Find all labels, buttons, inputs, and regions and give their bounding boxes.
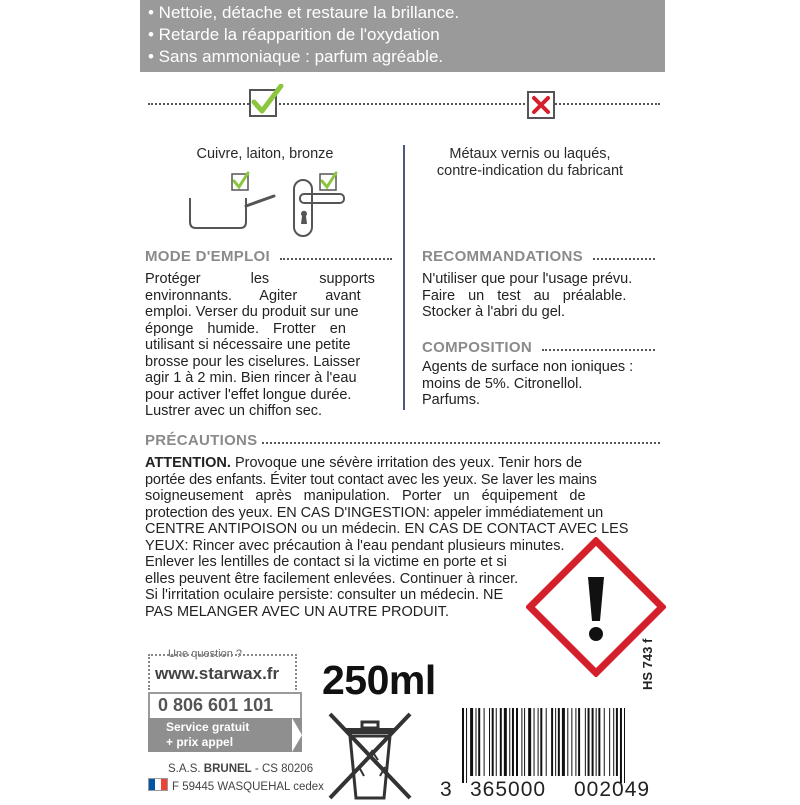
top-banner	[140, 0, 665, 72]
barcode-bar	[551, 708, 553, 776]
precautions-line-5: YEUX: Rincer avec précaution à l'eau pendant plusieurs minutes.	[145, 537, 565, 554]
banner-line-3: • Sans ammoniaque : parfum agréable.	[148, 47, 444, 66]
service-line-2: + prix appel	[166, 735, 234, 749]
mode-emploi-line-5: utilisant si nécessaire une petite	[145, 337, 351, 353]
unsuitable-line-2: contre-indication du fabricant	[436, 163, 624, 179]
barcode-bar	[504, 708, 507, 776]
precautions-line-9: PAS MELANGER AVEC UN AUTRE PRODUIT.	[145, 603, 450, 620]
company-address	[148, 778, 324, 793]
service-arrow	[292, 718, 302, 752]
barcode-bar	[558, 708, 560, 776]
precautions-title: PRÉCAUTIONS	[145, 432, 258, 449]
precautions-line-0	[145, 455, 662, 472]
barcode-bar	[489, 708, 490, 776]
barcode-bar	[592, 708, 594, 776]
barcode-bar	[588, 708, 590, 776]
barcode-bar	[500, 708, 502, 776]
service-box	[148, 718, 302, 752]
barcode-bar	[528, 708, 531, 776]
unsuitable-materials	[410, 146, 650, 180]
precautions-line-7: elles peuvent être facilement enlevées. Continuer à rincer.	[145, 570, 519, 587]
barcode-group-1: 365000	[470, 778, 547, 801]
mode-emploi-line-8: pour activer l'effet longue durée.	[145, 386, 352, 403]
barcode-bar	[562, 708, 565, 776]
barcode-bar	[516, 708, 518, 776]
barcode-bar	[534, 708, 535, 776]
phone-number[interactable]: 0 806 601 101	[158, 695, 274, 715]
composition-title: COMPOSITION	[422, 339, 532, 356]
barcode-bar	[575, 708, 576, 776]
door-handle-icon	[290, 170, 346, 245]
recommandations-line-1: N'utiliser que pour l'usage prévu.	[422, 271, 633, 287]
composition-line-2: moins de 5%. Citronellol.	[422, 375, 583, 392]
website-link[interactable]: www.starwax.fr	[155, 664, 280, 683]
mode-emploi-line-7: agir 1 à 2 min. Bien rincer à l'eau	[145, 370, 357, 386]
saucepan-icon	[186, 170, 278, 237]
mode-emploi-line-3: emploi. Verser du produit sur une	[145, 304, 359, 320]
recommandations-text	[422, 271, 657, 321]
precautions-line-4: CENTRE ANTIPOISON ou un médecin. EN CAS DE CONTACT AVEC LES	[145, 521, 629, 537]
banner-line-1: • Nettoie, détache et restaure la brillance.	[148, 3, 460, 22]
mode-emploi-title: MODE D'EMPLOI	[145, 248, 270, 265]
precautions-line-6: Enlever les lentilles de contact si la victime en porte et si	[145, 554, 507, 570]
barcode-bar	[578, 708, 580, 776]
mode-emploi-line-1: Protéger les supports	[145, 271, 375, 287]
barcode	[458, 708, 680, 783]
barcode-first-digit: 3	[440, 778, 452, 801]
composition-line-1: Agents de surface non ioniques :	[422, 359, 634, 375]
cross-icon	[526, 90, 556, 125]
barcode-bar	[598, 708, 600, 776]
barcode-bar	[540, 708, 542, 776]
volume-label: 250ml	[322, 657, 436, 703]
recommandations-line-2: Faire un test au préalable.	[422, 287, 627, 304]
barcode-bar	[466, 708, 467, 783]
mode-emploi-line-9: Lustrer avec un chiffon sec.	[145, 403, 323, 419]
recommandations-line-3: Stocker à l'abri du gel.	[422, 304, 566, 320]
address-text: F 59445 WASQUEHAL cedex	[172, 781, 324, 793]
precautions-line-2: soigneusement après manipulation. Porter un équipement de	[145, 488, 586, 504]
flag-icon	[148, 778, 168, 791]
mode-emploi-line-2: environnants. Agiter avant	[145, 287, 361, 304]
suitable-materials: Cuivre, laiton, bronze	[196, 146, 334, 162]
precautions-line-3: protection des yeux. EN CAS D'INGESTION: appeler immédiatement un	[145, 504, 604, 521]
company-line	[168, 763, 313, 775]
barcode-bar	[476, 708, 477, 776]
precautions-header	[145, 432, 257, 450]
recommandations-header	[422, 248, 583, 266]
barcode-bar	[596, 708, 597, 776]
recommandations-dots	[593, 258, 655, 260]
column-divider	[403, 145, 405, 410]
composition-text	[422, 359, 657, 409]
company-name: BRUNEL	[203, 763, 252, 775]
mode-emploi-text	[145, 271, 383, 420]
barcode-bar	[567, 708, 568, 776]
barcode-bar	[571, 708, 572, 776]
barcode-bar	[609, 708, 610, 776]
question-label: Une question ?	[168, 648, 242, 660]
barcode-bar	[620, 708, 622, 783]
barcode-bar	[524, 708, 525, 776]
barcode-bar	[538, 708, 539, 776]
barcode-bar	[604, 708, 605, 776]
barcode-bar	[478, 708, 480, 776]
company-suffix: - CS 80206	[251, 763, 314, 775]
mode-emploi-dots	[280, 258, 392, 260]
attention-label: ATTENTION.	[145, 455, 231, 471]
composition-line-3: Parfums.	[422, 392, 481, 408]
company-prefix: S.A.S.	[168, 763, 204, 775]
precautions-first-line: Provoque une sévère irritation des yeux. Tenir hors de	[230, 455, 583, 471]
barcode-bar	[521, 708, 522, 776]
barcode-bars	[458, 708, 680, 783]
barcode-bar	[484, 708, 485, 776]
check-icon	[248, 84, 284, 125]
barcode-group-2: 002049	[574, 778, 651, 801]
barcode-bar	[585, 708, 586, 776]
barcode-bar	[470, 708, 473, 776]
dotted-separator-top	[148, 103, 660, 105]
barcode-bar	[624, 708, 625, 783]
precautions-line-8: Si l'irritation oculaire persiste: consulter un médecin. NE	[145, 587, 504, 603]
barcode-bar	[509, 708, 510, 776]
barcode-bar	[462, 708, 464, 783]
mode-emploi-header	[145, 248, 270, 266]
barcode-bar	[616, 708, 618, 776]
barcode-bar	[496, 708, 497, 776]
recommandations-title: RECOMMANDATIONS	[422, 248, 583, 265]
product-code: HS 743 f	[640, 638, 655, 690]
service-line-1: Service gratuit	[166, 720, 250, 734]
precautions-dots	[262, 442, 660, 444]
barcode-bar	[613, 708, 614, 776]
mode-emploi-line-4: éponge humide. Frotter en	[145, 320, 346, 337]
mode-emploi-line-6: brosse pour les ciselures. Laisser	[145, 353, 361, 370]
barcode-bar	[546, 708, 547, 776]
barcode-bar	[555, 708, 556, 776]
unsuitable-line-1: Métaux vernis ou laqués,	[449, 146, 611, 162]
precautions-line-1: portée des enfants. Éviter tout contact avec les yeux. Se laver les mains	[145, 471, 597, 488]
composition-header	[422, 339, 532, 357]
barcode-bar	[512, 708, 514, 776]
composition-dots	[542, 349, 655, 351]
banner-line-2: • Retarde la réapparition de l'oxydation	[148, 25, 440, 44]
phone-box	[148, 692, 302, 720]
barcode-bar	[492, 708, 494, 776]
recycling-bin-icon	[322, 710, 418, 805]
